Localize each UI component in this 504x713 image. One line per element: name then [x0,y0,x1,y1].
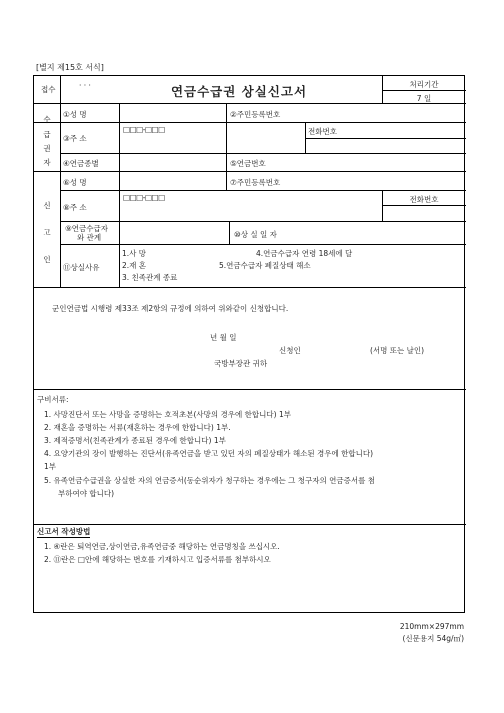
recipient-section-label-3: 권 [43,144,51,153]
rule [60,190,466,191]
loss-reason-2: 2.재 혼 [122,261,147,270]
relation-label-line2: 와 관계 [77,233,102,242]
processing-period-value: 7 일 [416,94,432,103]
loss-reason-5: 5.연금수급자 폐질상태 해소 [219,261,311,270]
instruction-item: 1. ④란은 퇴역연금,상이연금,유족연금중 해당하는 연금명칭을 쓰십시오. [44,542,280,551]
pension-number-label: ⑤연금번호 [230,159,266,168]
recipient-postal-code-boxes: □□□-□□□ [123,125,165,134]
loss-reason-label: ⑪상실사유 [63,263,100,272]
reporter-phone-label: 전화번호 [409,195,439,204]
processing-period-label: 처리기간 [409,80,439,89]
rule [60,153,466,154]
reporter-rrn-label: ⑦주민등록번호 [230,178,281,187]
pension-type-label: ④연금종별 [63,159,99,168]
document-item: 4. 요양기관의 장이 발행하는 진단서(유족연금을 받고 있던 자의 폐질상태가 해소된 경우에 한합니다) [44,449,374,458]
rule [226,103,227,171]
rule [382,90,466,91]
rule [119,103,120,287]
rule [305,122,306,153]
recipient-section-label-4: 자 [43,158,51,167]
declaration-statement: 군인연금법 시행령 제33조 제2항의 규정에 의하여 위와같이 신청합니다. [52,304,289,313]
rule [305,138,466,139]
rule [226,171,227,190]
recipient-phone-label: 전화번호 [308,127,337,136]
instructions-heading: 신고서 작성방법 [37,527,91,536]
recipient-section-label-1: 수 [43,115,51,124]
recipient-rrn-label: ②주민등록번호 [230,110,281,119]
reporter-address-label: ⑧주 소 [63,203,87,212]
form-title: 연금수급권 상실신고서 [170,84,308,99]
rule [34,524,466,525]
relation-label-line1: ⑨연금수급자 [65,224,108,233]
addressee: 국방부장관 귀하 [214,359,268,368]
rule [34,389,466,390]
receipt-marks: · · · [79,81,91,90]
rule [34,171,466,172]
document-item: 1. 사망진단서 또는 사망을 증명하는 호적초본(사망의 경우에 한합니다) 1부 [44,410,291,419]
paper-size: 210mm×297mm [399,622,464,631]
reporter-section-label-1: 신 [43,201,51,210]
document-item: 부하여야 합니다) [58,489,115,498]
instruction-item: 2. ⑪란은 □안에 해당하는 번호를 기재하시고 입증서류를 첨부하시오 [44,555,271,564]
loss-reason-3: 3. 친족관계 종료 [122,273,178,282]
reporter-section-label-2: 고 [43,228,51,237]
rule [34,287,466,288]
reporter-section-label-3: 인 [43,255,51,264]
recipient-address-label: ③주 소 [63,134,87,143]
document-item: 3. 제적증명서(친족관계가 종료된 경우에 한합니다) 1부 [44,436,226,445]
signature-label: (서명 또는 날인) [370,346,425,355]
paper-type: (신문용지 54g/㎡) [402,634,464,643]
reporter-postal-code-boxes: □□□-□□□ [123,193,165,202]
loss-date-label: ⑩상 실 일 자 [234,230,277,239]
recipient-section-label-2: 급 [43,130,51,139]
rule [60,244,466,245]
loss-reason-1: 1.사 망 [122,249,147,258]
recipient-name-label: ①성 명 [63,110,87,119]
documents-heading: 구비서류: [37,395,69,404]
applicant-label: 신청인 [279,346,301,355]
receipt-label: 접수 [41,85,56,94]
form-number: [별지 제15호 서식] [36,63,104,72]
rule [229,221,230,244]
form-frame [33,75,465,613]
rule [60,221,466,222]
declaration-date-line: 년 월 일 [210,333,237,342]
rule [60,76,61,287]
reporter-name-label: ⑥성 명 [63,178,87,187]
document-item: 2. 재혼을 증명하는 서류(재혼하는 경우에 한합니다) 1부. [44,423,231,432]
document-item: 5. 유족연금수급권을 상실한 자의 연금증서(동순위자가 청구하는 경우에는 그 청구자의 연금증서를 첨 [44,476,375,485]
document-item: 1부 [44,462,57,471]
loss-reason-4: 4.연금수급자 연령 18세에 달 [256,249,353,258]
rule [34,122,466,123]
rule [382,205,466,206]
